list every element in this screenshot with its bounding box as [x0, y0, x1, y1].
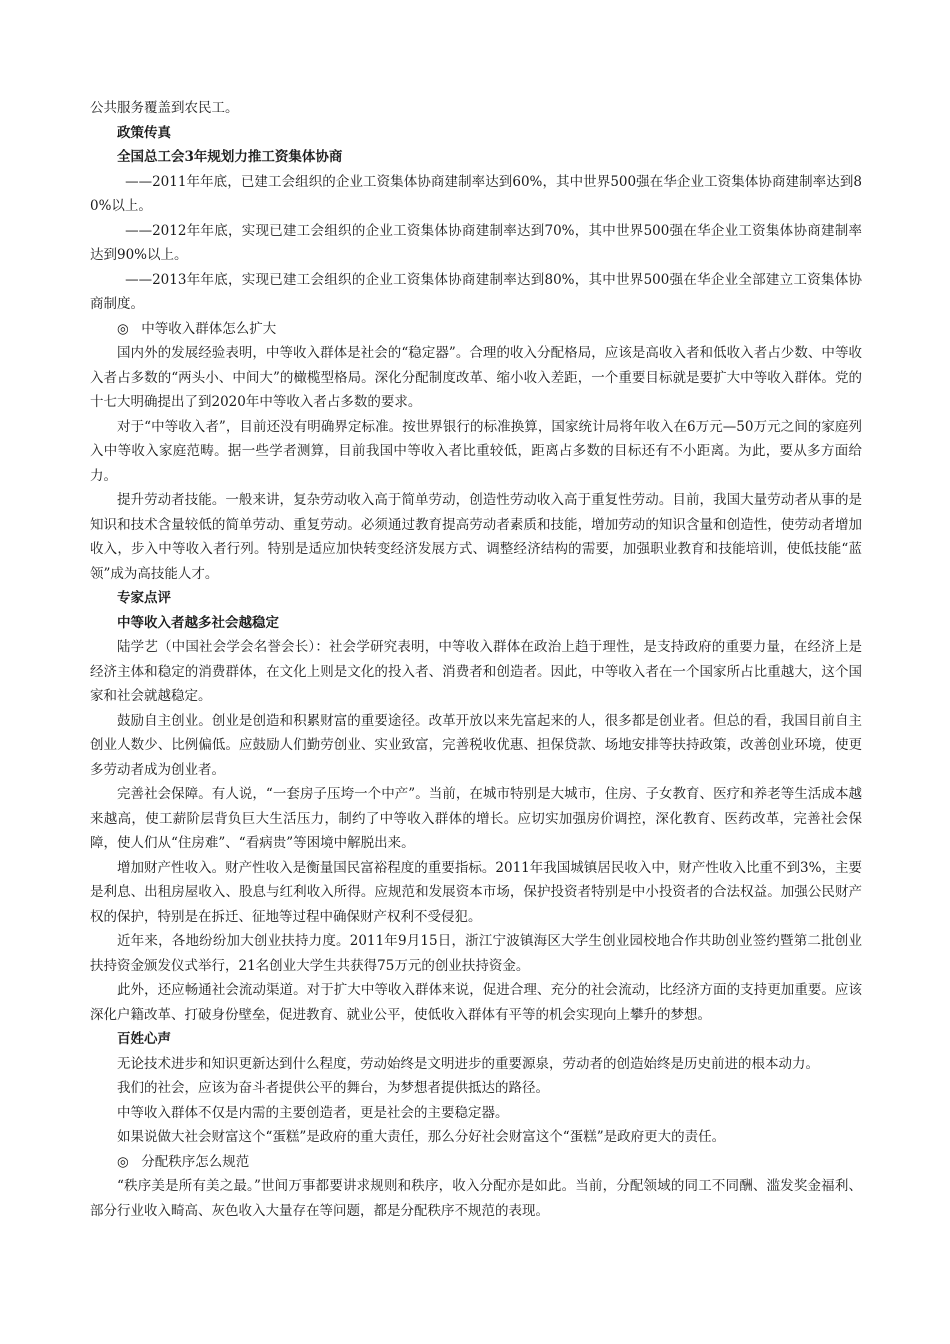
paragraph: 如果说做大社会财富这个“蛋糕”是政府的重大责任，那么分好社会财富这个“蛋糕”是政府更大的责任。	[117, 1129, 726, 1145]
bullet-icon: ◎	[117, 320, 129, 337]
subsection-heading	[90, 317, 862, 342]
subsection-title: 分配秩序怎么规范	[141, 1153, 250, 1170]
paragraph: 此外，还应畅通社会流动渠道。对于扩大中等收入群体来说，促进合理、充分的社会流动，比经济方面的支持更加重要。应该深化户籍改革、打破身份壁垒，促进教育、就业公平，使低收入群体有平等的机会实现向上攀升的梦想。	[90, 982, 862, 1023]
paragraph: “秩序美是所有美之最。”世间万事都要讲求规则和秩序，收入分配亦是如此。当前，分配领域的同工不同酬、滥发奖金福利、部分行业收入畸高、灰色收入大量存在等问题，都是分配秩序不规范的表现。	[90, 1178, 862, 1219]
paragraph: 增加财产性收入。财产性收入是衡量国民富裕程度的重要指标。2011年我国城镇居民收入中，财产性收入比重不到3%，主要是利息、出租房屋收入、股息与红利收入所得。应规范和发展资本市场，保护投资者特别是中小投资者的合法权益。加强公民财产权的保护，特别是在拆迁、征地等过程中确保财产权利不受侵犯。	[90, 859, 862, 925]
subsection-heading	[90, 1150, 862, 1175]
document-page	[90, 96, 862, 1223]
list-item: ——2011年年底，已建工会组织的企业工资集体协商建制率达到60%，其中世界500强在华企业工资集体协商建制率达到80%以上。	[90, 173, 862, 214]
paragraph: 陆学艺（中国社会学会名誉会长）：社会学研究表明，中等收入群体在政治上趋于理性，是支持政府的重要力量，在经济上是经济主体和稳定的消费群体，在文化上则是文化的投入者、消费者和创造者。因此，中等收入者在一个国家所占比重越大，这个国家和社会就越稳定。	[90, 639, 862, 704]
paragraph: 近年来，各地纷纷加大创业扶持力度。2011年9月15日，浙江宁波镇海区大学生创业园校地合作共助创业签约暨第二批创业扶持资金颁发仪式举行，21名创业大学生共获得75万元的创业扶持资金。	[90, 933, 862, 974]
paragraph: 无论技术进步和知识更新达到什么程度，劳动始终是文明进步的重要源泉，劳动者的创造始终是历史前进的根本动力。	[117, 1055, 819, 1072]
section-heading: 中等收入者越多社会越稳定	[117, 614, 279, 631]
paragraph: 对于“中等收入者”，目前还没有明确界定标准。按世界银行的标准换算，国家统计局将年收入在6万元—50万元之间的家庭列入中等收入家庭范畴。据一些学者测算，目前我国中等收入者比重较低，距离占多数的目标还有不小距离。为此，要从多方面给力。	[90, 418, 862, 484]
section-heading: 全国总工会3年规划力推工资集体协商	[117, 149, 343, 165]
section-heading: 百姓心声	[117, 1031, 171, 1047]
paragraph: 我们的社会，应该为奋斗者提供公平的舞台，为梦想者提供抵达的路径。	[117, 1080, 549, 1096]
paragraph: 中等收入群体不仅是内需的主要创造者，更是社会的主要稳定器。	[117, 1104, 509, 1121]
subsection-title: 中等收入群体怎么扩大	[141, 320, 277, 337]
list-item: ——2012年年底，实现已建工会组织的企业工资集体协商建制率达到70%，其中世界500强在华企业工资集体协商建制率达到90%以上。	[90, 222, 862, 263]
paragraph: 鼓励自主创业。创业是创造和积累财富的重要途径。改革开放以来先富起来的人，很多都是创业者。但总的看，我国目前自主创业人数少、比例偏低。应鼓励人们勤劳创业、实业致富，完善税收优惠、担保贷款、场地安排等扶持政策，改善创业环境，使更多劳动者成为创业者。	[90, 712, 862, 778]
paragraph: 提升劳动者技能。一般来讲，复杂劳动收入高于简单劳动，创造性劳动收入高于重复性劳动。目前，我国大量劳动者从事的是知识和技术含量较低的简单劳动、重复劳动。必须通过教育提高劳动者素质和技能，增加劳动的知识含量和创造性，使劳动者增加收入，步入中等收入者行列。特别是适应加快转变经济发展方式、调整经济结构的需要，加强职业教育和技能培训，使低技能“蓝领”成为高技能人才。	[90, 492, 862, 582]
section-heading: 专家点评	[117, 590, 171, 606]
list-item: ——2013年年底，实现已建工会组织的企业工资集体协商建制率达到80%，其中世界500强在华企业全部建立工资集体协商制度。	[90, 271, 862, 312]
paragraph: 完善社会保障。有人说，“一套房子压垮一个中产”。当前，在城市特别是大城市，住房、子女教育、医疗和养老等生活成本越来越高，使工薪阶层背负巨大生活压力，制约了中等收入群体的增长。应切实加强房价调控，深化教育、医药改革，完善社会保障，使人们从“住房难”、“看病贵”等困境中解脱出来。	[90, 786, 862, 851]
paragraph: 国内外的发展经验表明，中等收入群体是社会的“稳定器”。合理的收入分配格局，应该是高收入者和低收入者占少数、中等收入者占多数的“两头小、中间大”的橄榄型格局。深化分配制度改革、缩小收入差距，一个重要目标就是要扩大中等收入群体。党的十七大明确提出了到2020年中等收入者占多数的要求。	[90, 345, 862, 410]
section-heading: 政策传真	[117, 124, 171, 141]
bullet-icon: ◎	[117, 1153, 129, 1170]
paragraph: 公共服务覆盖到农民工。	[90, 100, 239, 116]
